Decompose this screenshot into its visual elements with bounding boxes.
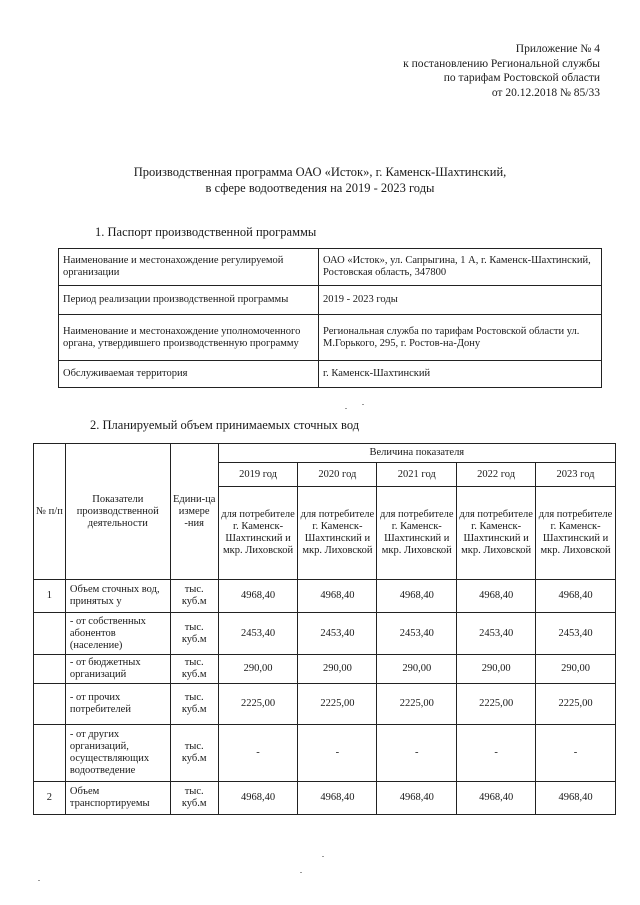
appendix-line-2: к постановлению Региональной службы xyxy=(403,57,600,70)
year-header: 2022 год xyxy=(457,463,536,487)
row-value: 2453,40 xyxy=(457,613,536,655)
row-name: - от бюджетных организаций xyxy=(65,655,170,684)
row-value: - xyxy=(298,725,377,782)
title-line-2: в сфере водоотведения на 2019 - 2023 годы xyxy=(205,180,435,195)
row-num: 1 xyxy=(34,580,66,613)
consumer-header: для потребителе г. Каменск-Шахтинский и мкр. Лиховской xyxy=(218,487,298,580)
row-value: 4968,40 xyxy=(298,782,377,815)
passport-table xyxy=(58,248,602,388)
scan-speck xyxy=(300,872,302,873)
consumer-header: для потребителе г. Каменск-Шахтинский и мкр. Лиховской xyxy=(377,487,457,580)
row-value: 290,00 xyxy=(457,655,536,684)
table-row xyxy=(34,782,616,815)
passport-row xyxy=(59,249,602,286)
col-header-value-group: Величина показателя xyxy=(218,444,615,463)
title-line-1: Производственная программа ОАО «Исток», г. Каменск-Шахтинский, xyxy=(133,165,507,179)
row-unit: тыс. куб.м xyxy=(170,782,218,815)
year-header: 2019 год xyxy=(218,463,298,487)
row-name: Объем сточных вод, принятых у xyxy=(65,580,170,613)
row-name: Объем транспортируемы xyxy=(65,782,170,815)
row-value: 2225,00 xyxy=(457,684,536,725)
appendix-line-4: от 20.12.2018 № 85/33 xyxy=(491,86,600,99)
row-name: - от собственных абонентов (население) xyxy=(65,613,170,655)
scan-speck xyxy=(362,404,364,405)
passport-row xyxy=(59,286,602,315)
row-value: 2225,00 xyxy=(377,684,457,725)
row-value: 4968,40 xyxy=(457,580,536,613)
row-value: - xyxy=(457,725,536,782)
row-value: 2225,00 xyxy=(298,684,377,725)
row-name: - от прочих потребителей xyxy=(65,684,170,725)
row-value: 2453,40 xyxy=(377,613,457,655)
year-header: 2020 год xyxy=(298,463,377,487)
header-row xyxy=(34,444,616,463)
row-value: 4968,40 xyxy=(218,580,298,613)
appendix-header xyxy=(300,42,600,100)
section-1-heading: 1. Паспорт производственной программы xyxy=(95,225,317,239)
appendix-line-1: Приложение № 4 xyxy=(515,43,600,55)
row-num xyxy=(34,613,66,655)
row-value: 290,00 xyxy=(377,655,457,684)
passport-row xyxy=(59,361,602,388)
row-num: 2 xyxy=(34,782,66,815)
scan-speck xyxy=(38,880,40,881)
year-header: 2023 год xyxy=(536,463,616,487)
row-value: - xyxy=(377,725,457,782)
row-name: - от других организаций, осуществляющих водоотведение xyxy=(65,725,170,782)
row-unit: тыс. куб.м xyxy=(170,613,218,655)
row-unit: тыс. куб.м xyxy=(170,684,218,725)
row-value: - xyxy=(218,725,298,782)
row-value: 2453,40 xyxy=(536,613,616,655)
passport-label: Период реализации производственной программы xyxy=(59,286,319,315)
row-value: 4968,40 xyxy=(377,580,457,613)
consumer-header: для потребителе г. Каменск-Шахтинский и мкр. Лиховской xyxy=(536,487,616,580)
row-value: 4968,40 xyxy=(298,580,377,613)
document-title xyxy=(0,165,640,196)
passport-label: Наименование и местонахождение регулируемой организации xyxy=(59,249,319,286)
row-value: - xyxy=(536,725,616,782)
row-value: 2453,40 xyxy=(298,613,377,655)
row-value: 2225,00 xyxy=(218,684,298,725)
year-header: 2021 год xyxy=(377,463,457,487)
row-value: 4968,40 xyxy=(377,782,457,815)
consumer-header: для потребителе г. Каменск-Шахтинский и мкр. Лиховской xyxy=(457,487,536,580)
passport-label: Обслуживаемая территория xyxy=(59,361,319,388)
table-row xyxy=(34,580,616,613)
appendix-line-3: по тарифам Ростовской области xyxy=(443,72,600,84)
row-value: 4968,40 xyxy=(218,782,298,815)
row-unit: тыс. куб.м xyxy=(170,655,218,684)
col-header-num: № п/п xyxy=(34,444,66,580)
row-unit: тыс. куб.м xyxy=(170,580,218,613)
col-header-unit: Едини-ца измере -ния xyxy=(170,444,218,580)
passport-value: Региональная служба по тарифам Ростовской области ул. М.Горького, 295, г. Ростов-на-Дону xyxy=(319,315,602,361)
table-row xyxy=(34,684,616,725)
row-value: 2225,00 xyxy=(536,684,616,725)
scan-speck xyxy=(322,856,324,857)
row-value: 290,00 xyxy=(536,655,616,684)
row-num xyxy=(34,655,66,684)
passport-label: Наименование и местонахождение уполномоченного органа, утвердившего производственную программу xyxy=(59,315,319,361)
row-num xyxy=(34,725,66,782)
row-num xyxy=(34,684,66,725)
volume-table xyxy=(33,443,616,815)
row-value: 4968,40 xyxy=(536,782,616,815)
row-value: 4968,40 xyxy=(536,580,616,613)
table-row xyxy=(34,655,616,684)
passport-value: г. Каменск-Шахтинский xyxy=(319,361,602,388)
table-row xyxy=(34,725,616,782)
col-header-indicator: Показатели производственной деятельности xyxy=(65,444,170,580)
consumer-header: для потребителе г. Каменск-Шахтинский и мкр. Лиховской xyxy=(298,487,377,580)
passport-value: 2019 - 2023 годы xyxy=(319,286,602,315)
row-unit: тыс. куб.м xyxy=(170,725,218,782)
row-value: 290,00 xyxy=(218,655,298,684)
passport-value: ОАО «Исток», ул. Сапрыгина, 1 А, г. Каменск-Шахтинский, Ростовская область, 347800 xyxy=(319,249,602,286)
table-row xyxy=(34,613,616,655)
row-value: 2453,40 xyxy=(218,613,298,655)
row-value: 4968,40 xyxy=(457,782,536,815)
section-2-heading: 2. Планируемый объем принимаемых сточных вод xyxy=(90,418,360,432)
passport-row xyxy=(59,315,602,361)
scan-speck xyxy=(345,408,347,409)
row-value: 290,00 xyxy=(298,655,377,684)
